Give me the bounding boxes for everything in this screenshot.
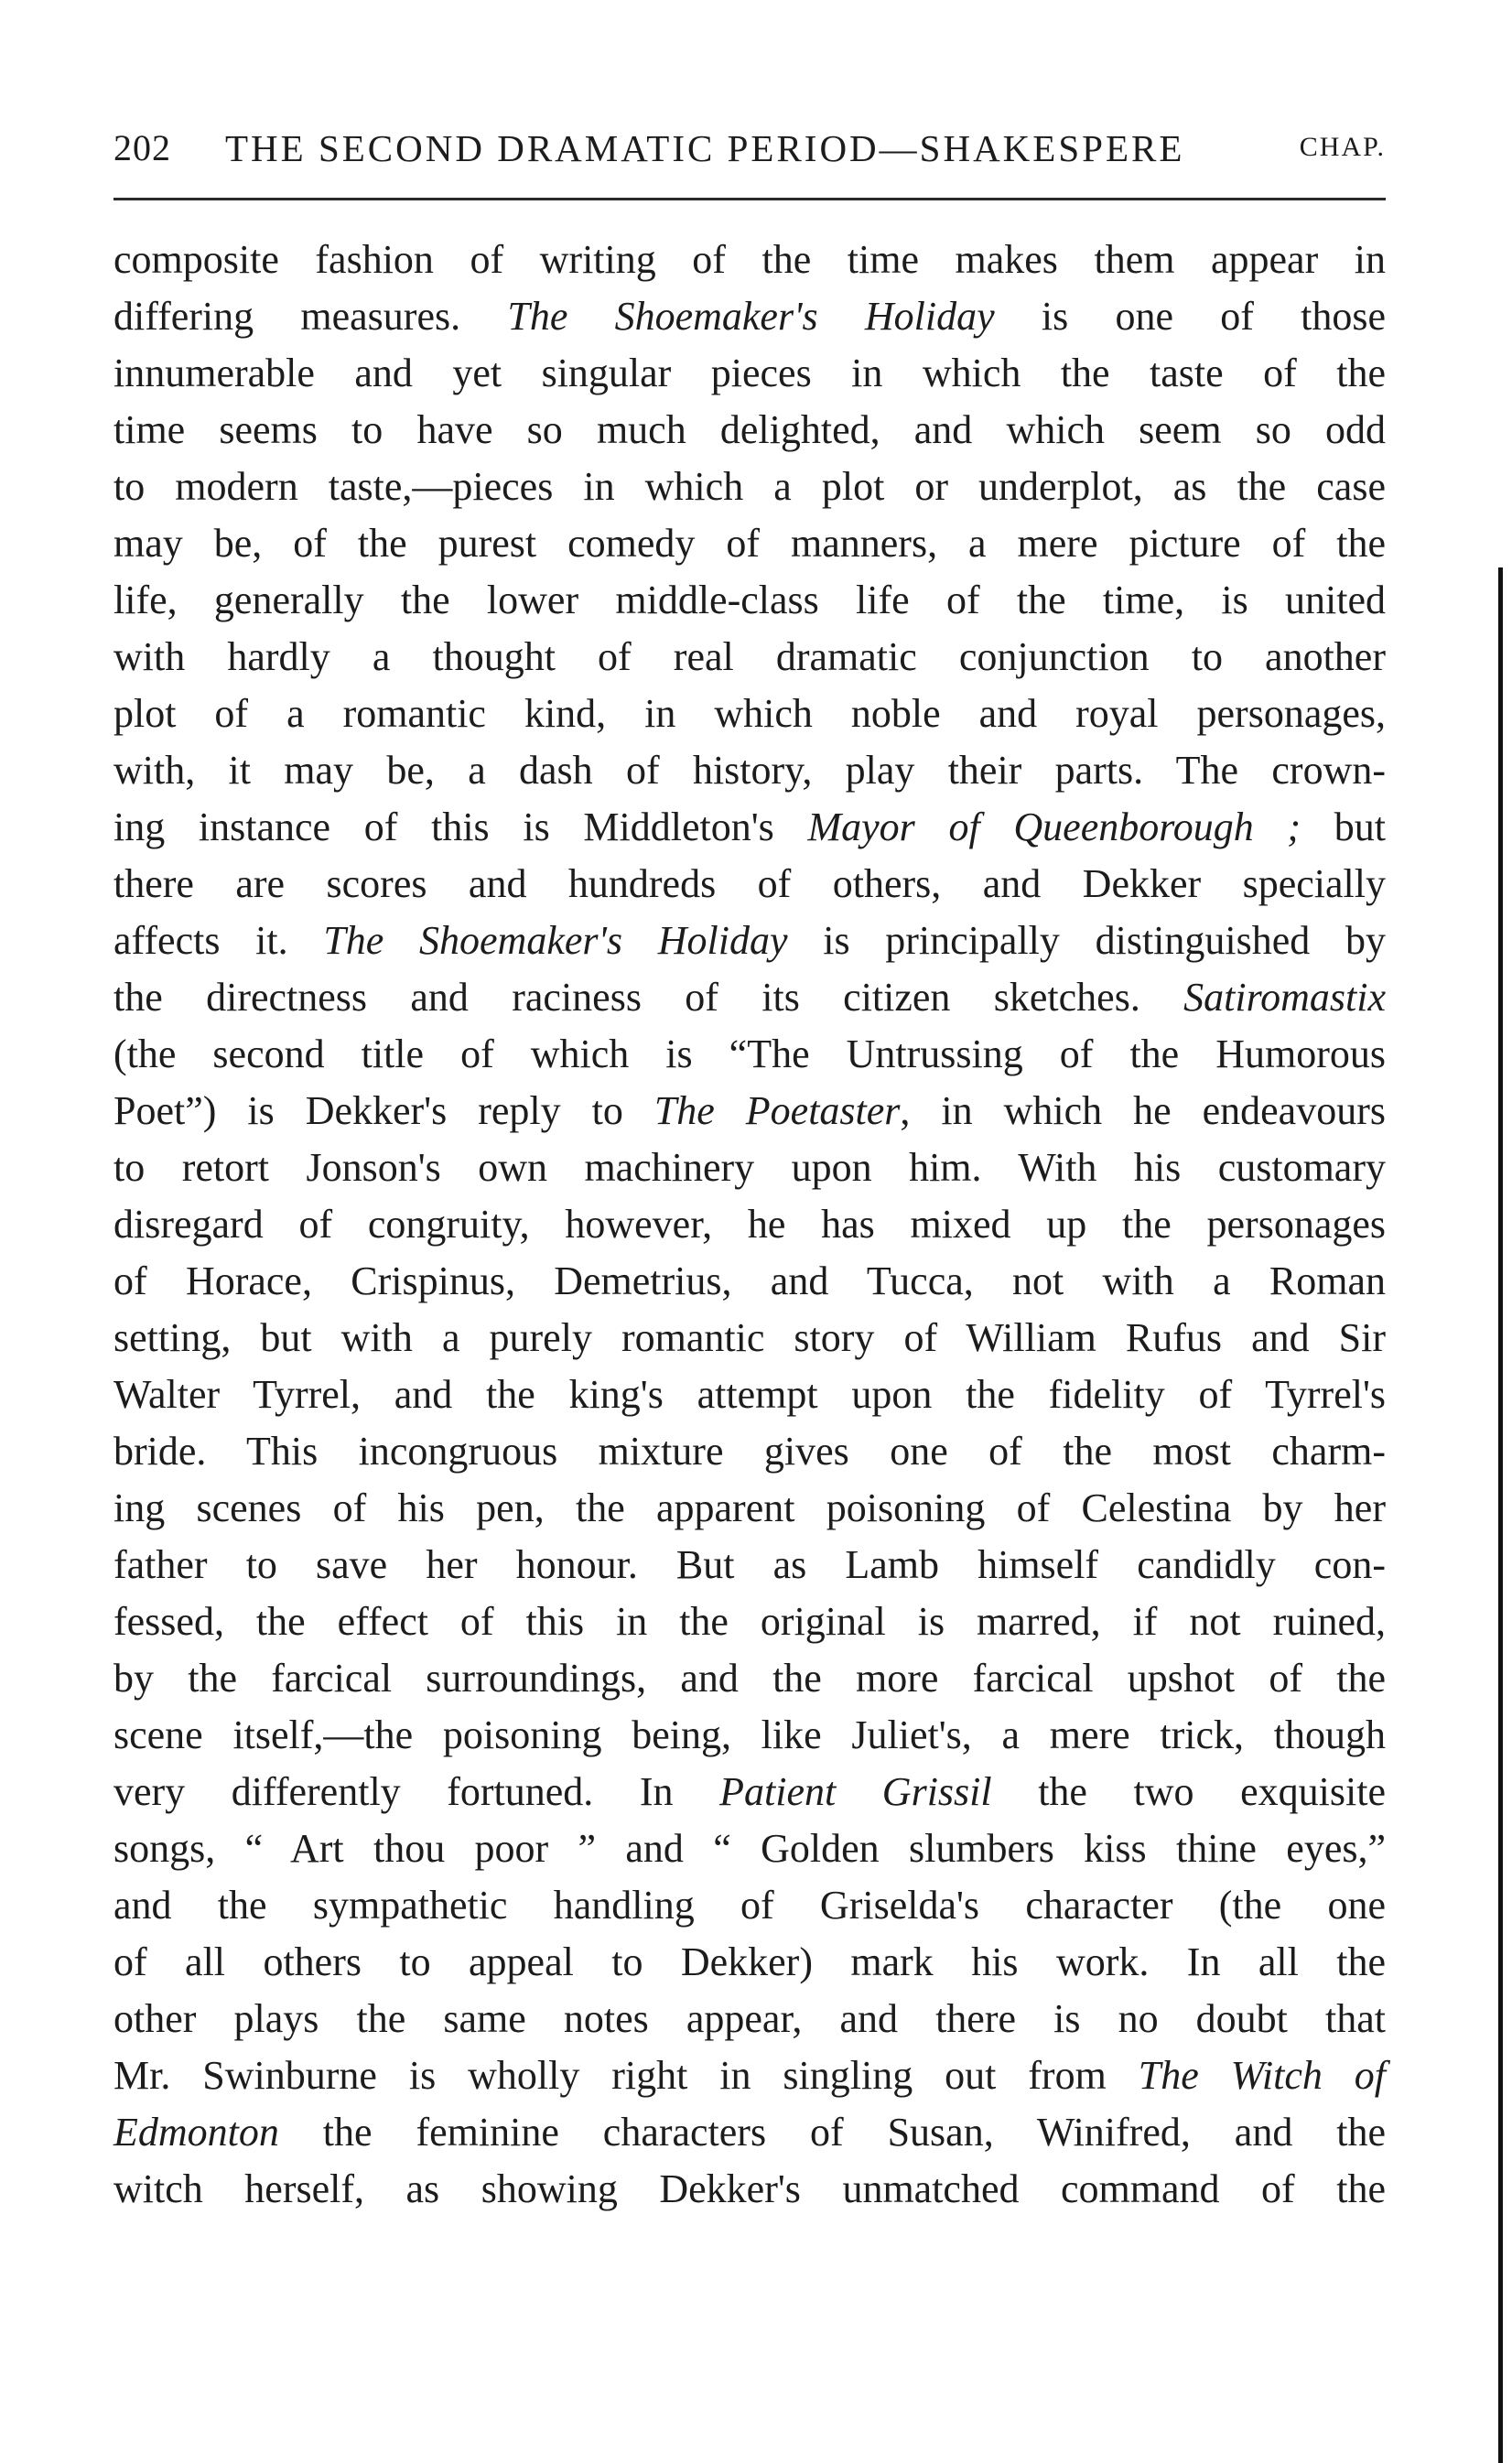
text-line — [113, 2047, 1386, 2104]
text-line — [113, 345, 1386, 402]
text-line — [113, 1423, 1386, 1480]
text-line — [113, 1083, 1386, 1140]
text-run: scene itself,—the poisoning being, like Juliet's, a mere trick, though — [113, 1712, 1386, 1757]
text-run: with hardly a thought of real dramatic conjunction to another — [113, 634, 1386, 679]
text-run: differing measures. — [113, 294, 508, 339]
text-line — [113, 1934, 1386, 1991]
text-run: very differently fortuned. In — [113, 1769, 720, 1814]
text-line — [113, 1650, 1386, 1707]
text-run: with, it may be, a dash of history, play their parts. The crown- — [113, 748, 1386, 793]
text-run: the two exquisite — [991, 1769, 1386, 1814]
text-line — [113, 629, 1386, 686]
text-run: composite fashion of writing of the time makes them appear in — [113, 237, 1386, 282]
italic-title: The Poetaster — [653, 1088, 901, 1133]
text-run: , in which he endeavours — [900, 1088, 1386, 1133]
text-run: time seems to have so much delighted, and which seem so odd — [113, 407, 1386, 452]
text-line — [113, 572, 1386, 629]
text-line — [113, 1707, 1386, 1764]
text-line — [113, 799, 1386, 856]
text-run: the feminine characters of Susan, Winifred, and the — [278, 2110, 1386, 2155]
italic-title: The Shoemaker's Holiday — [507, 294, 995, 339]
text-line — [113, 686, 1386, 742]
text-run: to retort Jonson's own machinery upon him. With his customary — [113, 1145, 1386, 1190]
text-run: other plays the same notes appear, and there is no doubt that — [113, 1996, 1386, 2041]
italic-title: Satiromastix — [1183, 975, 1386, 1020]
text-line — [113, 1991, 1386, 2047]
text-run: (the second title of which is “The Untrussing of the Humorous — [113, 1032, 1386, 1076]
text-line — [113, 1367, 1386, 1423]
page-number: 202 — [113, 127, 171, 168]
text-line — [113, 402, 1386, 459]
italic-title: Edmonton — [113, 2110, 279, 2155]
text-run: plot of a romantic kind, in which noble and royal personages, — [113, 691, 1386, 736]
text-line — [113, 742, 1386, 799]
italic-title: The Witch of — [1138, 2053, 1387, 2098]
text-run: of Horace, Crispinus, Demetrius, and Tucca, not with a Roman — [113, 1259, 1386, 1303]
running-head — [113, 126, 1386, 181]
text-line — [113, 1140, 1386, 1196]
running-title: THE SECOND DRAMATIC PERIOD—SHAKESPERE — [225, 127, 1185, 169]
text-run: to modern taste,—pieces in which a plot or underplot, as the case — [113, 464, 1386, 509]
text-line — [113, 1593, 1386, 1650]
text-run: there are scores and hundreds of others, and Dekker specially — [113, 861, 1386, 906]
text-line — [113, 2161, 1386, 2218]
text-line — [113, 232, 1386, 288]
text-run: innumerable and yet singular pieces in which the taste of the — [113, 351, 1386, 395]
text-line — [113, 1877, 1386, 1934]
text-run: ing scenes of his pen, the apparent poisoning of Celestina by her — [113, 1485, 1386, 1530]
text-run: but — [1301, 805, 1386, 849]
body-text — [113, 232, 1386, 2218]
chapter-abbreviation: CHAP. — [1299, 132, 1386, 162]
text-run: father to save her honour. But as Lamb himself candidly con- — [113, 1542, 1386, 1587]
text-line — [113, 515, 1386, 572]
text-line — [113, 2104, 1386, 2161]
text-run: witch herself, as showing Dekker's unmatched command of the — [113, 2166, 1386, 2211]
text-run: of all others to appeal to Dekker) mark his work. In all the — [113, 1939, 1386, 1984]
text-line — [113, 1026, 1386, 1083]
header-rule — [113, 198, 1386, 200]
text-run: Mr. Swinburne is wholly right in singling out from — [113, 2053, 1139, 2098]
text-run: ing instance of this is Middleton's — [113, 805, 808, 849]
text-line — [113, 1764, 1386, 1820]
text-run: Walter Tyrrel, and the king's attempt upon the fidelity of Tyrrel's — [113, 1372, 1386, 1417]
text-run: is one of those — [994, 294, 1386, 339]
italic-title: The Shoemaker's Holiday — [323, 918, 788, 963]
text-run: is principally distinguished by — [787, 918, 1386, 963]
italic-title: Mayor of Queenborough ; — [807, 805, 1301, 849]
text-run: and the sympathetic handling of Griselda's character (the one — [113, 1883, 1386, 1928]
text-run: by the farcical surroundings, and the more farcical upshot of the — [113, 1656, 1386, 1701]
text-run: setting, but with a purely romantic story of William Rufus and Sir — [113, 1315, 1386, 1360]
text-line — [113, 969, 1386, 1026]
text-line — [113, 1537, 1386, 1593]
text-run: Poet”) is Dekker's reply to — [113, 1088, 654, 1133]
text-line — [113, 913, 1386, 969]
text-line — [113, 856, 1386, 913]
text-line — [113, 1310, 1386, 1367]
text-run: bride. This incongruous mixture gives one of the most charm- — [113, 1429, 1386, 1474]
text-run: disregard of congruity, however, he has mixed up the personages — [113, 1202, 1386, 1247]
text-run: affects it. — [113, 918, 324, 963]
text-run: songs, “ Art thou poor ” and “ Golden slumbers kiss thine eyes,” — [113, 1826, 1386, 1871]
text-line — [113, 1480, 1386, 1537]
page-edge-mark — [1498, 567, 1503, 2463]
italic-title: Patient Grissil — [719, 1769, 992, 1814]
text-line — [113, 1196, 1386, 1253]
text-line — [113, 459, 1386, 515]
text-line — [113, 1820, 1386, 1877]
text-line — [113, 1253, 1386, 1310]
text-run: may be, of the purest comedy of manners, a mere picture of the — [113, 521, 1386, 566]
text-run: fessed, the effect of this in the original is marred, if not ruined, — [113, 1599, 1386, 1644]
text-run: life, generally the lower middle-class life of the time, is united — [113, 578, 1386, 622]
text-run: the directness and raciness of its citizen sketches. — [113, 975, 1184, 1020]
text-line — [113, 288, 1386, 345]
